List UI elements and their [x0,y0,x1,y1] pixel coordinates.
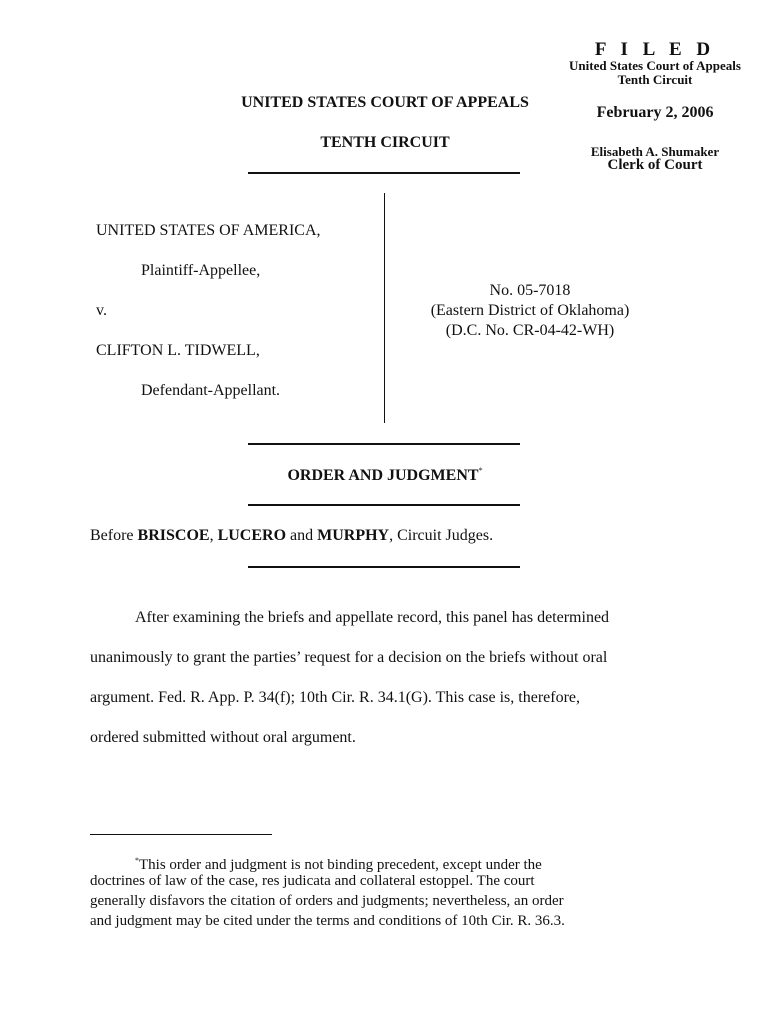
footnote-marker: * [135,856,139,865]
dc-number: (D.C. No. CR-04-42-WH) [445,322,615,339]
court-circuit: TENTH CIRCUIT [320,134,450,151]
footnote-line: doctrines of law of the case, res judicata and collateral estoppel. The court [90,873,535,889]
judge-lucero: LUCERO [217,527,287,544]
before-label: Before [90,527,134,544]
heading-divider [248,172,520,174]
filed-date: February 2, 2006 [596,104,714,121]
plaintiff-name: UNITED STATES OF AMERICA, [96,222,321,239]
judge-briscoe: BRISCOE [137,527,210,544]
panel-suffix: , Circuit Judges. [389,527,494,544]
filed-stamp-circuit: Tenth Circuit [617,72,693,87]
panel-line [90,527,690,545]
clerk-name: Elisabeth A. Shumaker [590,144,720,159]
defendant-name: CLIFTON L. TIDWELL, [96,342,260,359]
filed-stamp-title: F I L E D [594,39,716,60]
case-info [400,281,660,341]
body-line: argument. Fed. R. App. P. 34(f); 10th Cir. R. 34.1(G). This case is, therefore, [90,689,581,706]
body-line: unanimously to grant the parties’ request for a decision on the briefs without oral [90,649,608,666]
footnote-text: This order and judgment is not binding precedent, except under the [139,857,542,873]
filed-stamp-court: United States Court of Appeals [569,58,741,73]
defendant-role: Defendant-Appellant. [141,382,281,399]
district: (Eastern District of Oklahoma) [430,302,630,319]
footnote-rule [90,834,272,835]
case-number: No. 05-7018 [489,282,571,299]
panel-separator: and [286,527,318,544]
panel-divider [248,566,520,568]
body-line: After examining the briefs and appellate record, this panel has determined [135,609,610,626]
caption-divider [384,193,385,423]
footnote-line: and judgment may be cited under the terms and conditions of 10th Cir. R. 36.3. [90,913,565,929]
judge-murphy: MURPHY [317,527,390,544]
clerk-title: Clerk of Court [607,157,703,173]
order-divider-bottom [248,504,520,506]
panel-separator: , [209,527,218,544]
order-title [200,466,570,485]
court-name: UNITED STATES COURT OF APPEALS [241,94,529,111]
versus: v. [96,302,107,319]
footnote-line: generally disfavors the citation of orders and judgments; nevertheless, an order [90,893,564,909]
plaintiff-role: Plaintiff-Appellee, [141,262,261,279]
order-divider-top [248,443,520,445]
order-title-text: ORDER AND JUDGMENT [287,467,479,484]
footnote-marker: * [478,466,483,475]
body-line: ordered submitted without oral argument. [90,729,356,746]
